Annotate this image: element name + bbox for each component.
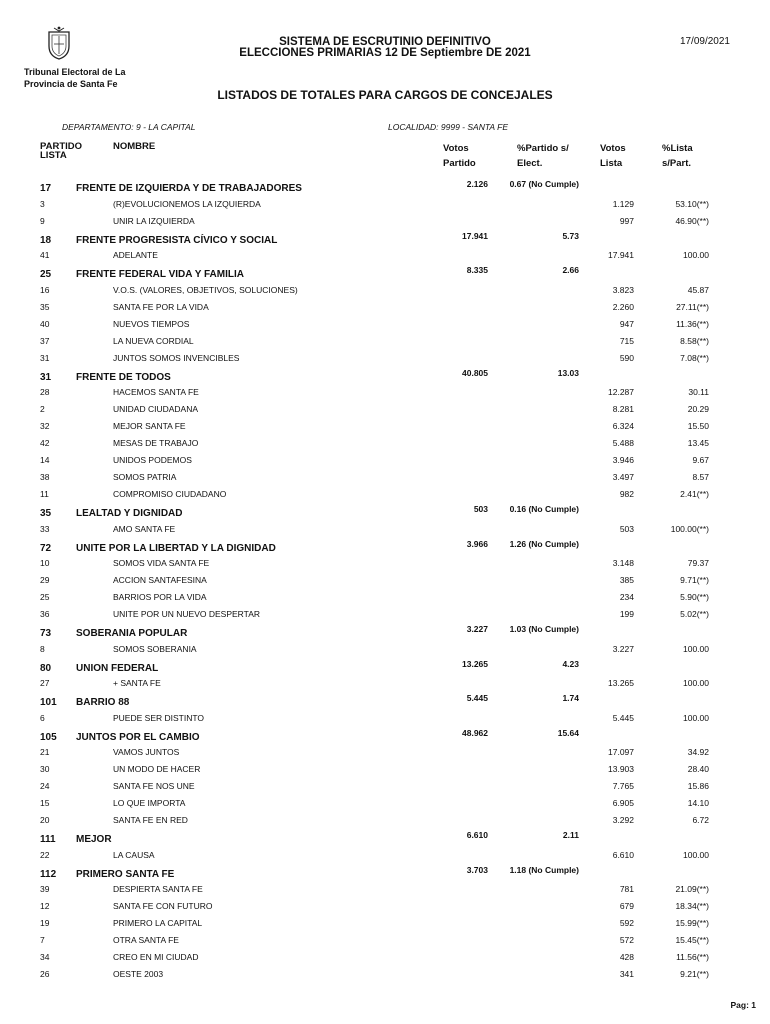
list-percent: 100.00: [683, 250, 709, 260]
list-name: NUEVOS TIEMPOS: [113, 318, 190, 329]
departamento-label: DEPARTAMENTO: 9 - LA CAPITAL: [62, 122, 196, 132]
list-code: 9: [40, 215, 45, 226]
party-name: FRENTE DE IZQUIERDA Y DE TRABAJADORES: [76, 183, 302, 194]
party-code: 18: [40, 234, 52, 246]
list-code: 42: [40, 438, 50, 448]
list-code: 40: [40, 318, 50, 329]
list-name: LA NUEVA CORDIAL: [113, 335, 194, 346]
list-percent: 100.00: [683, 643, 709, 654]
list-votes: 6.610: [612, 849, 634, 860]
party-votes: 6.610: [466, 830, 488, 840]
party-votes: 2.126: [466, 179, 488, 189]
list-percent: 11.36(**): [676, 318, 709, 329]
list-votes: 3.148: [612, 558, 634, 568]
list-code: 24: [40, 781, 50, 791]
list-name: JUNTOS SOMOS INVENCIBLES: [113, 352, 240, 363]
list-name: LA CAUSA: [113, 849, 155, 860]
list-percent: 8.57: [692, 472, 709, 482]
list-code: 39: [40, 884, 50, 894]
list-name: SOMOS VIDA SANTA FE: [113, 558, 210, 568]
party-votes: 503: [473, 504, 488, 514]
list-percent: 6.72: [692, 815, 709, 825]
party-code: 25: [40, 269, 52, 280]
list-code: 34: [40, 952, 50, 962]
col-header-nombre: NOMBRE: [113, 141, 156, 152]
list-percent: 7.08(**): [680, 352, 709, 363]
list-code: 11: [40, 489, 49, 499]
list-votes: 234: [619, 592, 634, 602]
list-code: 36: [40, 609, 50, 619]
col-header-pct-partido: %Partido s/ Elect.: [517, 143, 569, 169]
list-percent: 30.11: [688, 387, 709, 397]
election-title: ELECCIONES PRIMARIAS 12 DE Septiembre DE 2021: [239, 47, 531, 59]
list-name: V.O.S. (VALORES, OBJETIVOS, SOLUCIONES): [113, 284, 298, 295]
list-percent: 15.50: [687, 421, 709, 431]
list-percent: 9.71(**): [680, 575, 709, 585]
list-name: ACCION SANTAFESINA: [113, 575, 207, 585]
list-votes: 6.905: [612, 798, 634, 808]
list-code: 15: [40, 798, 50, 808]
list-name: AMO SANTA FE: [113, 523, 176, 534]
list-code: 35: [40, 301, 50, 312]
list-code: 38: [40, 472, 50, 482]
party-code: 101: [40, 697, 57, 708]
party-name: BARRIO 88: [76, 697, 130, 708]
list-percent: 53.10(**): [675, 198, 709, 209]
list-votes: 997: [619, 215, 634, 226]
localidad-label: LOCALIDAD: 9999 - SANTA FE: [388, 122, 508, 132]
list-percent: 9.67: [692, 455, 709, 465]
list-votes: 572: [619, 935, 634, 945]
list-name: UNIDAD CIUDADANA: [113, 404, 199, 414]
list-percent: 100.00: [683, 849, 709, 860]
list-code: 20: [40, 815, 50, 825]
list-votes: 13.903: [608, 764, 634, 774]
list-percent: 100.00: [683, 678, 709, 688]
list-name: SANTA FE POR LA VIDA: [113, 301, 209, 312]
list-name: OESTE 2003: [113, 969, 164, 979]
list-votes: 12.287: [608, 387, 634, 397]
list-percent: 14.10: [687, 798, 709, 808]
party-votes: 13.265: [462, 658, 488, 669]
list-votes: 8.281: [612, 404, 634, 414]
list-votes: 13.265: [608, 678, 634, 688]
list-votes: 385: [619, 575, 634, 585]
list-code: 31: [40, 352, 50, 363]
col-header-pct-lista: %Lista s/Part.: [662, 143, 693, 169]
list-code: 41: [40, 250, 50, 260]
party-name: FRENTE DE TODOS: [76, 371, 171, 383]
list-name: DESPIERTA SANTA FE: [113, 884, 203, 894]
list-name: PUEDE SER DISTINTO: [113, 712, 204, 723]
list-votes: 1.129: [612, 198, 634, 209]
list-name: MEJOR SANTA FE: [113, 421, 186, 431]
list-votes: 3.946: [612, 455, 634, 465]
page-number: Pag: 1: [730, 1000, 756, 1010]
list-percent: 5.02(**): [680, 609, 709, 619]
list-name: VAMOS JUNTOS: [113, 747, 180, 757]
party-name: LEALTAD Y DIGNIDAD: [76, 508, 183, 519]
report-title: LISTADOS DE TOTALES PARA CARGOS DE CONCEJALES: [217, 88, 553, 102]
list-votes: 341: [619, 969, 634, 979]
party-name: MEJOR: [76, 834, 112, 845]
party-percent: 15.64: [557, 727, 579, 738]
party-votes: 3.703: [466, 864, 488, 875]
party-votes: 8.335: [466, 265, 488, 275]
list-percent: 100.00: [683, 712, 709, 723]
list-name: PRIMERO LA CAPITAL: [113, 918, 203, 928]
party-code: 31: [40, 371, 52, 383]
party-percent: 5.73: [562, 230, 579, 241]
list-name: UNITE POR UN NUEVO DESPERTAR: [113, 609, 261, 619]
tribunal-name-line2: Provincia de Santa Fe: [24, 79, 118, 89]
party-votes: 5.445: [466, 693, 488, 703]
list-code: 26: [40, 969, 50, 979]
list-votes: 5.488: [612, 438, 634, 448]
party-name: SOBERANIA POPULAR: [76, 628, 188, 639]
list-votes: 3.227: [612, 643, 634, 654]
party-code: 80: [40, 662, 52, 674]
list-votes: 982: [619, 489, 634, 499]
list-percent: 11.56(**): [676, 952, 709, 962]
list-code: 16: [40, 284, 50, 295]
list-percent: 18.34(**): [675, 901, 709, 911]
list-code: 6: [40, 712, 45, 723]
list-code: 33: [40, 523, 50, 534]
list-votes: 5.445: [612, 712, 634, 723]
party-percent: 0.67 (No Cumple): [509, 179, 579, 189]
list-percent: 2.41(**): [680, 489, 709, 499]
list-percent: 21.09(**): [675, 884, 709, 894]
party-votes: 48.962: [462, 727, 488, 738]
col-header-votos-lista: Votos Lista: [600, 143, 626, 169]
party-name: PRIMERO SANTA FE: [76, 868, 175, 880]
party-code: 111: [40, 834, 56, 845]
list-percent: 13.45: [687, 438, 709, 448]
list-votes: 592: [619, 918, 634, 928]
party-percent: 0.16 (No Cumple): [509, 504, 579, 514]
col-header-partido-lista: PARTIDO LISTA: [40, 141, 83, 161]
list-percent: 79.37: [687, 558, 709, 568]
list-percent: 8.58(**): [680, 335, 709, 346]
list-code: 10: [40, 558, 50, 568]
party-code: 35: [40, 508, 52, 519]
list-name: CREO EN MI CIUDAD: [113, 952, 199, 962]
list-votes: 679: [619, 901, 634, 911]
party-percent: 1.74: [562, 693, 579, 703]
list-code: 8: [40, 643, 45, 654]
list-percent: 34.92: [687, 747, 709, 757]
party-votes: 3.227: [466, 624, 488, 634]
list-code: 3: [40, 198, 45, 209]
list-percent: 27.11(**): [676, 301, 709, 312]
list-name: COMPROMISO CIUDADANO: [113, 489, 227, 499]
party-code: 72: [40, 542, 52, 554]
list-name: BARRIOS POR LA VIDA: [113, 592, 207, 602]
list-percent: 5.90(**): [680, 592, 709, 602]
list-percent: 15.99(**): [675, 918, 709, 928]
list-name: SOMOS PATRIA: [113, 472, 177, 482]
tribunal-name-line1: Tribunal Electoral de La: [24, 67, 126, 77]
list-code: 21: [40, 747, 50, 757]
list-percent: 100.00(**): [670, 523, 709, 534]
list-name: LO QUE IMPORTA: [113, 798, 186, 808]
list-votes: 3.497: [612, 472, 634, 482]
party-votes: 17.941: [462, 230, 488, 241]
list-code: 27: [40, 678, 50, 688]
party-percent: 2.11: [562, 830, 579, 840]
party-name: UNION FEDERAL: [76, 662, 159, 674]
list-code: 28: [40, 387, 50, 397]
party-votes: 40.805: [462, 367, 488, 378]
list-votes: 715: [619, 335, 634, 346]
party-name: JUNTOS POR EL CAMBIO: [76, 731, 200, 743]
party-percent: 1.26 (No Cumple): [509, 538, 579, 549]
list-votes: 6.324: [612, 421, 634, 431]
list-votes: 3.292: [612, 815, 634, 825]
list-votes: 503: [619, 523, 634, 534]
list-name: UNIR LA IZQUIERDA: [113, 215, 195, 226]
col-header-votos-partido: Votos Partido: [443, 143, 476, 169]
list-code: 12: [40, 901, 50, 911]
list-percent: 15.45(**): [675, 935, 709, 945]
party-percent: 1.18 (No Cumple): [509, 864, 579, 875]
party-name: FRENTE FEDERAL VIDA Y FAMILIA: [76, 269, 244, 280]
party-code: 17: [40, 183, 52, 194]
list-code: 37: [40, 335, 50, 346]
list-percent: 45.87: [687, 284, 709, 295]
party-name: UNITE POR LA LIBERTAD Y LA DIGNIDAD: [76, 542, 276, 554]
list-votes: 199: [619, 609, 634, 619]
list-percent: 28.40: [687, 764, 709, 774]
list-name: + SANTA FE: [113, 678, 161, 688]
list-code: 22: [40, 849, 50, 860]
list-name: SOMOS SOBERANIA: [113, 643, 197, 654]
party-percent: 13.03: [557, 367, 579, 378]
party-percent: 1.03 (No Cumple): [509, 624, 579, 634]
list-percent: 46.90(**): [675, 215, 709, 226]
party-percent: 4.23: [562, 658, 579, 669]
report-date: 17/09/2021: [679, 36, 730, 47]
list-code: 32: [40, 421, 50, 431]
list-name: UNIDOS PODEMOS: [113, 455, 192, 465]
list-votes: 3.823: [612, 284, 634, 295]
party-name: FRENTE PROGRESISTA CÍVICO Y SOCIAL: [76, 234, 278, 246]
list-name: UN MODO DE HACER: [113, 764, 201, 774]
list-votes: 590: [619, 352, 634, 363]
list-code: 30: [40, 764, 50, 774]
list-name: ADELANTE: [113, 250, 158, 260]
list-name: SANTA FE EN RED: [113, 815, 188, 825]
party-code: 105: [40, 731, 57, 743]
party-code: 112: [40, 868, 57, 880]
party-votes: 3.966: [466, 538, 488, 549]
list-percent: 20.29: [687, 404, 709, 414]
list-name: (R)EVOLUCIONEMOS LA IZQUIERDA: [113, 198, 261, 209]
list-code: 7: [40, 935, 45, 945]
list-votes: 2.260: [612, 301, 634, 312]
list-code: 19: [40, 918, 50, 928]
list-votes: 947: [619, 318, 634, 329]
list-votes: 17.941: [608, 250, 634, 260]
list-votes: 781: [619, 884, 634, 894]
list-name: SANTA FE NOS UNE: [113, 781, 195, 791]
list-code: 2: [40, 404, 45, 414]
party-code: 73: [40, 628, 52, 639]
list-name: OTRA SANTA FE: [113, 935, 179, 945]
party-percent: 2.66: [562, 265, 579, 275]
list-votes: 7.765: [612, 781, 634, 791]
list-name: MESAS DE TRABAJO: [113, 438, 199, 448]
list-percent: 15.86: [687, 781, 709, 791]
list-code: 29: [40, 575, 50, 585]
system-title: SISTEMA DE ESCRUTINIO DEFINITIVO: [279, 36, 491, 48]
list-name: SANTA FE CON FUTURO: [113, 901, 213, 911]
list-votes: 428: [619, 952, 634, 962]
list-percent: 9.21(**): [680, 969, 709, 979]
list-code: 14: [40, 455, 50, 465]
list-votes: 17.097: [608, 747, 634, 757]
list-code: 25: [40, 592, 50, 602]
list-name: HACEMOS SANTA FE: [113, 387, 199, 397]
